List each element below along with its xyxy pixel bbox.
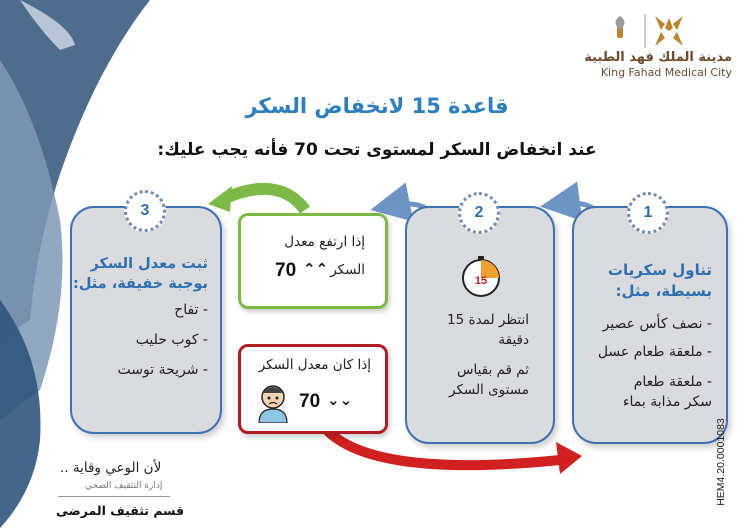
condition-down-value: 70 (299, 391, 321, 412)
condition-up-line2: السكر (330, 262, 365, 278)
double-chevron-up-icon: ⌃⌃ (303, 260, 329, 278)
document-code: HEM4.20.0001083 (714, 418, 727, 506)
footer-department: إدارة التثقيف الصحي (85, 481, 163, 491)
condition-up-line1: إذا ارتفع معدل (284, 234, 365, 250)
condition-up-value: 70 (275, 260, 297, 281)
logo-english-name: King Fahad Medical City (600, 66, 732, 79)
step-1-item: - ملعقة طعام عسل (597, 344, 712, 360)
page-title: قاعدة 15 لانخفاض السكر (245, 94, 509, 118)
step-1-title: تناول سكريات بسيطة، مثل: (607, 261, 712, 300)
step-3-title-line1: ثبت معدل السكر (90, 256, 208, 272)
condition-down-box (238, 344, 388, 434)
svg-text:15: 15 (474, 275, 488, 287)
step-3-badge: 3 (124, 190, 166, 232)
step-3-card (70, 206, 222, 434)
page-subtitle: عند انخفاض السكر لمستوى تحت 70 فأنه يجب عليك: (157, 140, 597, 160)
logo-arabic-name: مدينة الملك فهد الطبية (584, 50, 732, 65)
step-1-item: سكر مذابة بماء (622, 394, 712, 410)
condition-down-line1: إذا كان معدل السكر (258, 357, 371, 373)
step-2-line3: ثم قم بقياس (456, 362, 529, 378)
step-1-badge: 1 (627, 192, 669, 234)
arrow-red-head (556, 442, 582, 474)
step-2-line4: مستوى السكر (449, 382, 529, 398)
footer-section: قسم تثقيف المرضى (56, 503, 185, 518)
double-chevron-down-icon: ⌄⌄ (327, 391, 353, 409)
step-1-card (572, 206, 728, 444)
footer-divider (58, 496, 170, 497)
step-3-item: - كوب حليب (135, 332, 208, 348)
step-3-item: - تفاح (174, 302, 208, 318)
step-3-item: - شريحة توست (117, 362, 208, 378)
condition-up-box (238, 213, 388, 309)
step-1-item: - ملعقة طعام (633, 374, 712, 390)
step-2-card (405, 206, 555, 444)
arrow-green-curve (225, 189, 305, 210)
step-2-line2: دقيقة (498, 332, 529, 348)
arrow-green-head (208, 186, 232, 212)
step-1-item: - نصف كأس عصير (602, 316, 712, 332)
step-2-line1: انتظر لمدة 15 (447, 312, 529, 328)
footer-slogan: لأن الوعي وقاية .. (60, 460, 162, 476)
step-2-badge: 2 (458, 192, 500, 234)
worried-person-icon (255, 381, 291, 423)
step-3-title-line2: بوجبة خفيفة، مثل: (73, 276, 208, 292)
stopwatch-icon (459, 254, 503, 298)
